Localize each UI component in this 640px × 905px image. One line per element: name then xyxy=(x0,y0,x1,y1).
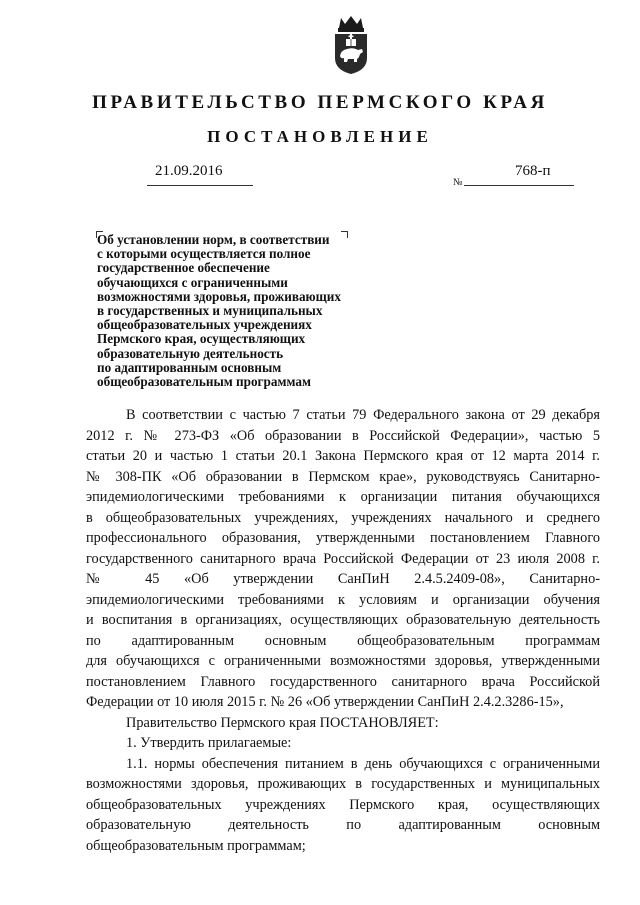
body-line: и воспитания в организациях, осуществляющих образовательную деятельность xyxy=(86,612,600,628)
subject-line: общеобразовательных учреждениях xyxy=(97,317,312,333)
document-subject xyxy=(97,233,387,389)
number-underline xyxy=(464,185,574,186)
body-line: № 45 «Об утверждении СанПиН 2.4.5.2409-08», Санитарно- xyxy=(86,571,600,587)
body-line: статьи 20 и частью 1 статьи 20.1 Закона Пермского края от 12 марта 2014 г. xyxy=(86,448,600,464)
body-line: государственного санитарного врача Российской Федерации от 23 июля 2008 г. xyxy=(86,550,600,567)
body-line: 1.1. нормы обеспечения питанием в день обучающихся с ограниченными xyxy=(126,755,600,772)
body-line: профессионального образования, утвержденными постановлением Главного xyxy=(86,530,600,546)
body-line: для обучающихся с ограниченными возможностями здоровья, утвержденными xyxy=(86,653,600,669)
body-line: эпидемиологическими требованиями к условиям и организации обучения xyxy=(86,591,600,608)
body-line: образовательную деятельность по адаптированным основным xyxy=(86,817,600,833)
body-line: общеобразовательных учреждениях Пермского края, осуществляющих xyxy=(86,796,600,813)
subject-line: с которыми осуществляется полное xyxy=(97,246,311,262)
subject-line: Об установлении норм, в соответствии xyxy=(97,232,330,247)
subject-line: общеобразовательным программам xyxy=(97,374,311,390)
subject-line: образовательную деятельность xyxy=(97,345,284,361)
number-prefix: № xyxy=(453,177,463,188)
body-line: Правительство Пермского края ПОСТАНОВЛЯЕТ: xyxy=(126,714,439,731)
body-line: в общеобразовательных учреждениях, учреждениях начального и среднего xyxy=(86,509,600,526)
document-number: 768-п xyxy=(515,163,551,179)
subject-line: в государственных и муниципальных xyxy=(97,303,323,319)
subject-line: обучающихся с ограниченными xyxy=(97,274,288,290)
document-date: 21.09.2016 xyxy=(155,163,223,179)
body-line: Федерации от 10 июля 2015 г. № 26 «Об утверждении СанПиН 2.4.2.3286-15», xyxy=(86,694,564,710)
body-line: 2012 г. № 273-ФЗ «Об образовании в Российской Федерации», частью 5 xyxy=(86,427,600,444)
body-line: эпидемиологическими требованиями к организации питания обучающихся xyxy=(86,489,600,505)
subject-line: государственное обеспечение xyxy=(97,260,270,276)
body-line: В соответствии с частью 7 статьи 79 Федерального закона от 29 декабря xyxy=(126,407,600,423)
coat-of-arms-icon xyxy=(331,14,371,76)
date-underline xyxy=(147,185,253,186)
document-body xyxy=(86,405,600,856)
subject-line: по адаптированным основным xyxy=(97,359,282,375)
body-line: № 308-ПК «Об образовании в Пермском крае», руководствуясь Санитарно- xyxy=(86,468,600,485)
item-1-1 xyxy=(86,754,600,857)
document-type: ПОСТАНОВЛЕНИЕ xyxy=(207,127,433,146)
item-1 xyxy=(86,733,600,754)
subject-line: Пермского края, осуществляющих xyxy=(97,331,306,347)
preamble-paragraph xyxy=(86,405,600,713)
resolves-paragraph xyxy=(86,713,600,734)
body-line: общеобразовательным программам; xyxy=(86,837,306,854)
organization-title: ПРАВИТЕЛЬСТВО ПЕРМСКОГО КРАЯ xyxy=(92,92,548,113)
body-line: 1. Утвердить прилагаемые: xyxy=(126,735,292,751)
body-line: по адаптированным основным общеобразовательным программам xyxy=(86,632,600,649)
body-line: возможностями здоровья, проживающих в государственных и муниципальных xyxy=(86,776,600,792)
body-line: постановлением Главного государственного санитарного врача Российской xyxy=(86,673,600,690)
subject-line: возможностями здоровья, проживающих xyxy=(97,288,341,304)
